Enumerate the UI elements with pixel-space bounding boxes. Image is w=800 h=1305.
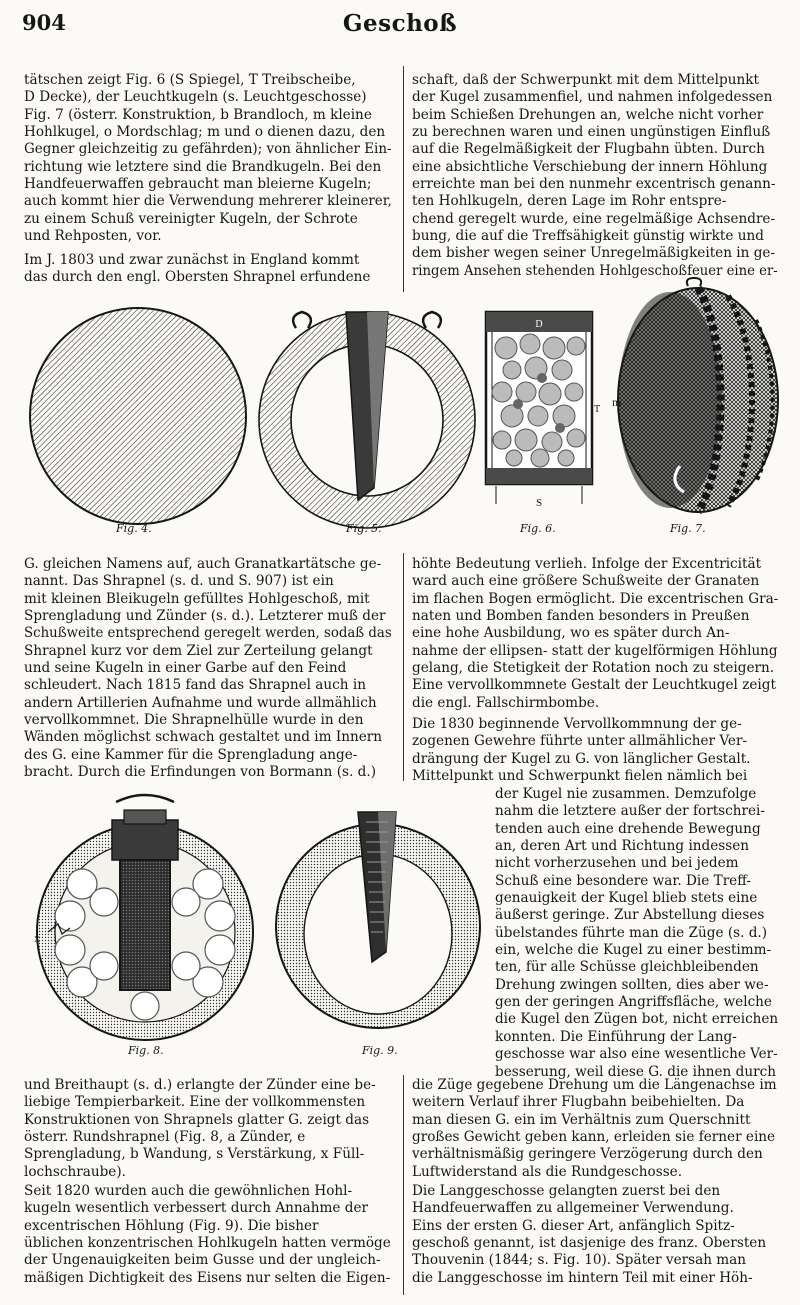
text-line: der Kugel nie zusammen. Demzufolge	[495, 786, 757, 802]
text-block-col2-mid	[412, 556, 778, 712]
text-line: ward auch eine größere Schußweite der Granaten	[412, 573, 760, 590]
text-line: auf die Regelmäßigkeit der Flugbahn übten. Durch	[412, 141, 765, 158]
figure-4-illustration	[22, 300, 254, 532]
text-line: Konstruktionen von Shrapnels glatter G. zeigt das	[24, 1111, 370, 1128]
text-line: Wänden möglichst schwach gestaltet und im Innern	[24, 729, 383, 746]
text-block-col1-bottom	[24, 1077, 392, 1181]
text-line: Gegner gleichzeitig zu gefährden); von ähnlicher Ein-	[24, 141, 392, 158]
text-line: dem bisher wegen seiner Unregelmäßigkeiten in ge-	[412, 245, 776, 262]
text-line: zu einem Schuß vereinigter Kugeln, der Schrote	[24, 210, 358, 227]
figure-7-illustration	[610, 276, 786, 522]
text-line: Luftwiderstand als die Rundgeschosse.	[412, 1163, 683, 1180]
text-line: ten Hohlkugeln, deren Lage im Rohr entspre-	[412, 193, 727, 210]
column-rule-middle	[403, 553, 404, 781]
text-line: Fig. 7 (österr. Konstruktion, b Brandloch, m kleine	[24, 106, 372, 123]
text-line: excentrischen Höhlung (Fig. 9). Die bisher	[24, 1217, 319, 1234]
text-line: auch kommt hier die Verwendung mehrerer kleinerer,	[24, 193, 392, 210]
text-line: schaft, daß der Schwerpunkt mit dem Mittelpunkt	[412, 72, 759, 88]
text-line: und Breithaupt (s. d.) erlangte der Zünder eine be-	[24, 1077, 376, 1093]
text-line: mit kleinen Bleikugeln gefülltes Hohlgeschoß, mit	[24, 590, 370, 607]
text-line: Shrapnel kurz vor dem Ziel zur Zerteilung gelangt	[24, 642, 373, 659]
text-line: Schußweite entsprechend geregelt werden, sodaß das	[24, 625, 392, 642]
figure-7-caption: Fig. 7.	[670, 522, 706, 535]
text-line: Handfeuerwaffen zu allgemeiner Verwendung.	[412, 1200, 734, 1217]
figure-8-caption: Fig. 8.	[128, 1044, 164, 1057]
text-line: die engl. Fallschirmbombe.	[412, 694, 600, 711]
text-line: Im J. 1803 und zwar zunächst in England kommt	[24, 252, 360, 268]
text-line: beim Schießen Drehungen an, welche nicht vorher	[412, 106, 764, 123]
text-line: tenden auch eine drehende Bewegung	[495, 820, 761, 837]
figure-4-caption: Fig. 4.	[116, 522, 152, 535]
text-line: die Züge gegebene Drehung um die Längenachse im	[412, 1077, 777, 1093]
figure-5-caption: Fig. 5.	[346, 522, 382, 535]
text-line: die Kugel den Zügen bot, nicht erreichen	[495, 1011, 778, 1028]
text-line: gelang, die Stetigkeit der Rotation noch zu steigern.	[412, 660, 775, 677]
text-line: schleudert. Nach 1815 fand das Shrapnel auch in	[24, 677, 366, 694]
text-line: üblichen konzentrischen Hohlkugeln hatten vermöge	[24, 1235, 391, 1252]
figure-6-label-s: S	[535, 497, 543, 509]
text-line: Thouvenin (1844; s. Fig. 10). Später versah man	[412, 1252, 747, 1269]
text-line: Drehung zwingen sollten, dies aber we-	[495, 976, 769, 993]
text-line: bung, die auf die Treffsähigkeit günstig wirkte und	[412, 228, 764, 245]
text-line: verhältnismäßig geringere Verzögerung durch den	[412, 1146, 763, 1163]
text-line: im flachen Bogen ermöglicht. Die excentrischen Gra-	[412, 590, 778, 607]
text-line: G. gleichen Namens auf, auch Granatkartätsche ge-	[24, 556, 382, 572]
text-block-col2-mid-b	[412, 716, 778, 785]
text-line: und seine Kugeln in einer Garbe auf den Feind	[24, 660, 347, 677]
text-line: Hohlkugel, o Mordschlag; m und o dienen dazu, den	[24, 124, 386, 141]
text-line: Eine vervollkommnete Gestalt der Leuchtkugel zeigt	[412, 677, 776, 694]
text-line: lochschraube).	[24, 1163, 126, 1180]
figure-7-label-m: m	[612, 395, 622, 409]
text-line: großes Gewicht geben kann, erleiden sie ferner eine	[412, 1129, 776, 1146]
text-line: erreichte man bei den nunmehr excentrisch genann-	[412, 176, 776, 193]
text-line: vervollkommnet. Die Shrapnelhülle wurde in den	[24, 712, 364, 729]
text-line: nahm die letztere außer der fortschrei-	[495, 803, 766, 820]
text-block-col1-bottom-b	[24, 1183, 392, 1287]
figure-8-label-x: x	[34, 931, 40, 945]
text-block-col1-top	[24, 72, 392, 245]
text-line: das durch den engl. Obersten Shrapnel erfundene	[24, 269, 371, 286]
text-line: ten, für alle Schüsse gleichbleibenden	[495, 959, 759, 976]
text-line: Die 1830 beginnende Vervollkommnung der ge-	[412, 716, 742, 732]
text-line: zogenen Gewehre führte unter allmählicher Ver-	[412, 733, 748, 750]
figure-6-label-t: T	[594, 404, 601, 415]
text-line: österr. Rundshrapnel (Fig. 8, a Zünder, e	[24, 1129, 306, 1146]
text-line: weitern Verlauf ihrer Flugbahn beibehielten. Da	[412, 1094, 745, 1111]
text-block-col2-bottom	[412, 1077, 778, 1181]
text-line: genauigkeit der Kugel blieb stets eine	[495, 890, 758, 907]
text-line: zu berechnen waren und einen ungünstigen Einfluß	[412, 124, 771, 141]
text-line: konnten. Die Einführung der Lang-	[495, 1028, 737, 1045]
page-number: 904	[22, 10, 66, 35]
text-line: an, deren Art und Richtung indessen	[495, 838, 750, 855]
text-line: die Langgeschosse im hintern Teil mit einer Höh-	[412, 1269, 753, 1286]
text-block-col2-bottom-b	[412, 1183, 778, 1287]
figure-9-caption: Fig. 9.	[362, 1044, 398, 1057]
text-line: naten und Bomben fanden besonders in Preußen	[412, 608, 750, 625]
text-line: gen der geringen Angriffsfläche, welche	[495, 994, 772, 1011]
text-line: nannt. Das Shrapnel (s. d. und S. 907) ist ein	[24, 573, 334, 590]
text-line: des G. eine Kammer für die Sprengladung ange-	[24, 746, 358, 763]
column-rule-top	[403, 66, 404, 292]
text-line: Schuß eine besondere war. Die Treff-	[495, 872, 751, 889]
text-line: richtung wie letztere sind die Brandkugeln. Bei den	[24, 158, 382, 175]
text-block-col1-mid	[24, 556, 392, 781]
text-line: Die Langgeschosse gelangten zuerst bei den	[412, 1183, 721, 1199]
text-line: eine absichtliche Verschiebung der innern Höhlung	[412, 158, 768, 175]
text-line: tätschen zeigt Fig. 6 (S Spiegel, T Treibscheibe,	[24, 72, 356, 88]
text-line: kugeln wesentlich verbessert durch Annahme der	[24, 1200, 369, 1217]
text-line: Seit 1820 wurden auch die gewöhnlichen Hohl-	[24, 1183, 353, 1199]
text-line: bracht. Durch die Erfindungen von Bormann (s. d.)	[24, 764, 376, 781]
text-line: andern Artillerien Aufnahme und wurde allmählich	[24, 694, 377, 711]
text-line: chend geregelt wurde, eine regelmäßige Achsendre-	[412, 210, 776, 227]
figure-6-label-d: D	[535, 319, 543, 330]
text-block-col1-top-b	[24, 252, 392, 287]
text-line: höhte Bedeutung verlieh. Infolge der Excentricität	[412, 556, 762, 572]
text-block-col2-narrow	[495, 786, 778, 1081]
text-line: Eins der ersten G. dieser Art, anfänglich Spitz-	[412, 1217, 735, 1234]
text-line: man diesen G. ein im Verhältnis zum Querschnitt	[412, 1111, 751, 1128]
text-line: nahme der ellipsen- statt der kugelförmigen Höhlung	[412, 642, 778, 659]
figure-6-illustration	[482, 308, 602, 520]
text-block-col2-top	[412, 72, 778, 280]
text-line: besserung, weil diese G. die ihnen durch	[495, 1063, 776, 1080]
text-line: geschosse war also eine wesentliche Ver-	[495, 1046, 778, 1063]
text-line: nicht vorherzusehen und bei jedem	[495, 855, 739, 872]
text-line: geschoß genannt, ist dasjenige des franz. Obersten	[412, 1235, 767, 1252]
text-line: D Decke), der Leuchtkugeln (s. Leuchtgeschosse)	[24, 89, 367, 106]
figure-5-illustration	[254, 300, 480, 530]
text-line: ein, welche die Kugel zu einer bestimm-	[495, 942, 772, 959]
text-line: drängung der Kugel zu G. von länglicher Gestalt.	[412, 750, 751, 767]
text-line: und Rehposten, vor.	[24, 228, 162, 245]
figure-9-illustration	[274, 812, 486, 1034]
text-line: der Ungenauigkeiten beim Gusse und der ungleich-	[24, 1252, 381, 1269]
text-line: Sprengladung, b Wandung, s Verstärkung, x Füll-	[24, 1146, 365, 1163]
text-line: Handfeuerwaffen gebraucht man bleierne Kugeln;	[24, 176, 372, 193]
text-line: der Kugel zusammenfiel, und nahmen infolgedessen	[412, 89, 773, 106]
figure-6-caption: Fig. 6.	[520, 522, 556, 535]
text-line: eine hohe Ausbildung, wo es später durch An-	[412, 625, 730, 642]
figure-8-illustration	[20, 792, 270, 1044]
text-line: ringem Ansehen stehenden Hohlgeschoßfeuer eine er-	[412, 262, 778, 279]
text-line: mäßigen Dichtigkeit des Eisens nur selten die Eigen-	[24, 1269, 391, 1286]
text-line: übelstandes führte man die Züge (s. d.)	[495, 924, 768, 941]
running-title: Geschoß	[342, 10, 458, 37]
text-line: äußerst geringe. Zur Abstellung dieses	[495, 907, 765, 924]
text-line: Mittelpunkt und Schwerpunkt fielen nämlich bei	[412, 768, 748, 785]
column-rule-bottom	[403, 1075, 404, 1295]
text-line: liebige Tempierbarkeit. Eine der vollkommensten	[24, 1094, 366, 1111]
text-line: Sprengladung und Zünder (s. d.). Letzterer muß der	[24, 608, 386, 625]
